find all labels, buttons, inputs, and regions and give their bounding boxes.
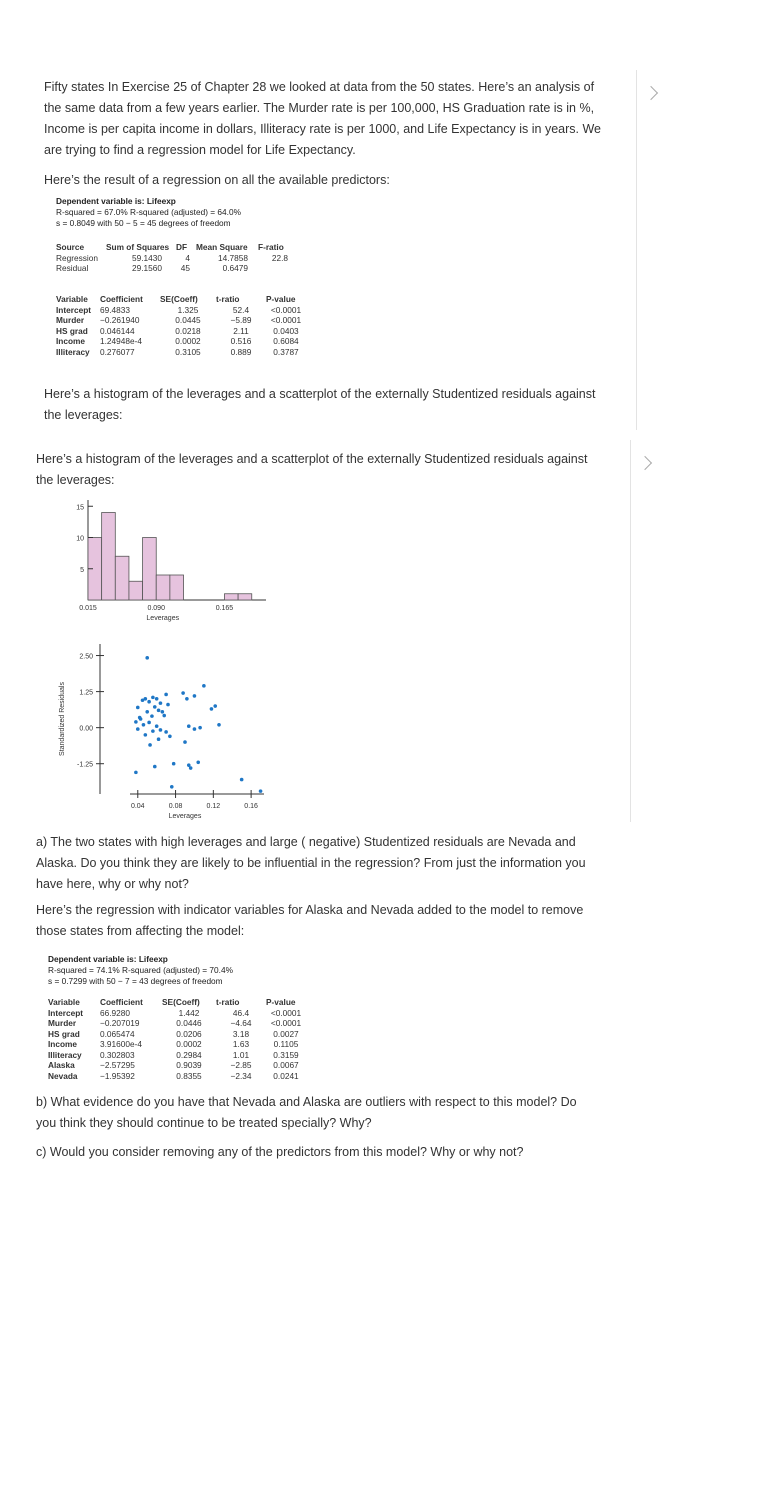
histogram-bar <box>224 594 238 600</box>
variable-name: HS grad <box>48 1028 80 1039</box>
question-b: b) What evidence do you have that Nevada and Alaska are outliers with respect to this model? Do you think they should continue to be treated specially? Why? <box>36 1095 577 1130</box>
table-row <box>56 336 306 347</box>
table-cell: 1.442 <box>178 1007 200 1018</box>
table-row <box>48 1018 306 1029</box>
coef-header: Coefficient <box>100 997 143 1007</box>
variable-name: Intercept <box>56 304 92 315</box>
scatter-point <box>136 706 140 710</box>
table-row <box>48 1008 306 1019</box>
chevron-right-icon[interactable] <box>638 456 652 470</box>
y-tick-label: 5 <box>80 566 84 574</box>
variable-name: Illiteracy <box>48 1049 82 1060</box>
histogram-bar <box>143 538 157 601</box>
scatter-point <box>162 714 166 718</box>
scatter-point <box>161 710 165 714</box>
anova-cell <box>258 263 292 274</box>
table-row <box>48 1039 306 1050</box>
table-cell: 0.0206 <box>176 1028 202 1039</box>
scatter-point <box>193 694 197 698</box>
scatter-point <box>185 697 189 701</box>
variable-name: Murder <box>48 1018 77 1028</box>
scatter-point <box>183 740 187 744</box>
histogram-intro-2: Here’s a histogram of the leverages and a scatterplot of the externally Studentized residuals against the leverages: <box>36 452 588 487</box>
table-cell: 0.0002 <box>175 336 201 346</box>
anova-header: Sum of Squares <box>106 242 170 252</box>
anova-cell: Regression <box>56 252 98 263</box>
scatter-point <box>196 760 200 764</box>
regression-output-2 <box>48 954 348 987</box>
table-cell: <0.0001 <box>270 1018 302 1028</box>
scatter-point <box>144 733 148 737</box>
histogram-bar <box>102 513 116 601</box>
scatter-point <box>139 717 143 721</box>
table-cell: 0.302803 <box>100 1049 135 1060</box>
coef-header: P-value <box>266 997 296 1007</box>
anova-cell: 14.7858 <box>218 252 248 263</box>
anova-cell: 0.6479 <box>222 263 248 273</box>
table-row <box>56 315 306 326</box>
variable-name: Income <box>48 1039 78 1049</box>
table-cell: 0.3105 <box>175 346 201 357</box>
table-cell: 0.0241 <box>273 1070 299 1081</box>
regression-output-1 <box>56 196 356 229</box>
scatter-point <box>159 728 163 732</box>
anova-header: Mean Square <box>196 242 248 252</box>
x-tick-label: 0.090 <box>147 605 165 612</box>
table-cell: −2.57295 <box>100 1060 135 1070</box>
table-cell: <0.0001 <box>270 315 302 325</box>
x-axis-label: Leverages <box>168 813 202 820</box>
coefficient-table-1 <box>56 294 306 357</box>
scatter-point <box>181 691 185 695</box>
dependent-variable: Dependent variable is: Lifeexp <box>48 954 168 964</box>
table-cell: 0.0445 <box>175 315 201 325</box>
r-squared-line: R-squared = 67.0% R-squared (adjusted) = 64.0% <box>56 207 241 217</box>
table-row <box>56 326 306 337</box>
question-panel-1 <box>36 70 637 430</box>
scatter-point <box>259 789 263 793</box>
table-cell: 1.325 <box>177 304 199 315</box>
table-cell: −1.95392 <box>100 1070 135 1081</box>
table-cell: 52.4 <box>232 304 250 315</box>
anova-header: F-ratio <box>258 242 284 252</box>
table-cell: 0.0027 <box>273 1028 299 1039</box>
table-row <box>48 1060 306 1071</box>
scatter-point <box>147 700 151 704</box>
anova-cell: 4 <box>185 252 190 263</box>
scatter-point <box>134 720 138 724</box>
table-cell: 1.24948e-4 <box>100 336 142 346</box>
table-cell: 0.046144 <box>100 325 135 336</box>
y-tick-label: 15 <box>76 504 84 512</box>
scatter-point <box>153 765 157 769</box>
table-cell: 46.4 <box>232 1007 250 1018</box>
coef-header: P-value <box>266 294 296 304</box>
scatter-point <box>145 710 149 714</box>
scatter-point <box>142 723 146 727</box>
anova-header: Source <box>56 242 85 252</box>
table-cell: 0.8355 <box>176 1070 202 1081</box>
histogram-intro-1: Here’s a histogram of the leverages and a scatterplot of the externally Studentized residuals against the leverages: <box>44 387 596 422</box>
scatter-point <box>202 684 206 688</box>
scatter-point <box>136 727 140 731</box>
x-tick-label: 0.04 <box>130 803 145 810</box>
scatter-point <box>187 724 191 728</box>
table-row <box>48 1071 306 1082</box>
histogram-bar <box>238 594 252 600</box>
x-tick-label: 0.08 <box>168 803 183 810</box>
x-tick-label: 0.165 <box>215 605 234 612</box>
coef-header: Coefficient <box>100 294 143 304</box>
scatter-point <box>157 737 161 741</box>
table-cell: 0.065474 <box>100 1028 135 1039</box>
table-cell: 0.3787 <box>273 346 299 357</box>
coefficient-table-2 <box>48 997 306 1081</box>
table-cell: 0.1105 <box>273 1039 299 1049</box>
scatter-point <box>240 778 244 782</box>
anova-header: DF <box>176 242 188 252</box>
table-cell: 0.889 <box>230 346 252 357</box>
table-cell: 0.9039 <box>176 1060 202 1070</box>
anova-header-row <box>56 242 292 253</box>
question-c: c) Would you consider removing any of the predictors from this model? Why or why not? <box>36 1145 524 1159</box>
table-cell: 0.6084 <box>273 336 299 346</box>
x-axis-label: Leverages <box>146 615 180 622</box>
scatter-point <box>144 697 148 701</box>
table-cell: −0.261940 <box>100 315 140 325</box>
table-cell: 3.18 <box>232 1028 250 1039</box>
scatter-point <box>155 697 159 701</box>
table-cell: −4.64 <box>230 1018 252 1028</box>
s-line: s = 0.7299 with 50 − 7 = 43 degrees of freedom <box>48 976 223 986</box>
scatter-point <box>153 705 157 709</box>
y-tick-label: 2.50 <box>79 653 93 661</box>
scatter-point <box>164 730 168 734</box>
variable-name: Nevada <box>48 1070 78 1081</box>
intro-paragraph: Fifty states In Exercise 25 of Chapter 28 we looked at data from the 50 states. Here’s an analysis of the same data from a few years earlier. The Murder rate is per 100,000, HS Graduation rate is in %, Income is per capita income in dollars, Illiteracy rate is per 1000, and Life Expectancy is in years. We are trying to find a regression model for Life Expectancy. <box>44 80 601 157</box>
histogram-bar <box>156 575 170 600</box>
r-squared-line: R-squared = 74.1% R-squared (adjusted) = 70.4% <box>48 965 233 975</box>
table-cell: <0.0001 <box>270 304 302 315</box>
table-cell: 2.11 <box>233 325 249 336</box>
table-cell: −2.85 <box>230 1060 252 1070</box>
y-tick-label: 10 <box>76 535 84 543</box>
anova-cell: 45 <box>180 263 190 273</box>
histogram-bar <box>170 575 184 600</box>
histogram-bar <box>115 556 129 600</box>
question-panel-2 <box>28 440 631 822</box>
scatter-point <box>166 703 170 707</box>
scatter-point <box>134 771 138 775</box>
table-cell: 0.0218 <box>175 325 201 336</box>
scatter-point <box>155 724 159 728</box>
anova-cell: 29.1560 <box>132 263 162 273</box>
table-cell: −0.207019 <box>100 1018 140 1028</box>
scatter-point <box>213 704 217 708</box>
scatter-point <box>151 729 155 733</box>
leverage-histogram <box>58 494 278 624</box>
variable-name: Intercept <box>48 1007 84 1018</box>
y-axis-label: Standardized Residuals <box>59 682 66 756</box>
x-tick-label: 0.12 <box>206 803 221 810</box>
scatter-point <box>157 709 161 713</box>
scatter-point <box>164 693 168 697</box>
table-row <box>56 347 306 358</box>
table-cell: 0.0403 <box>273 325 299 336</box>
variable-name: HS grad <box>56 325 88 336</box>
coef-header: Variable <box>56 294 88 304</box>
scatter-point <box>172 762 176 766</box>
scatter-point <box>217 723 221 727</box>
coef-header-row <box>56 294 306 305</box>
coef-header: t-ratio <box>216 997 240 1007</box>
table-cell: 0.516 <box>230 336 252 346</box>
scatter-point <box>145 656 149 660</box>
coef-header: SE(Coeff) <box>162 997 200 1007</box>
table-cell: −2.34 <box>230 1070 252 1081</box>
table-cell: 0.3159 <box>273 1049 299 1060</box>
variable-name: Income <box>56 336 86 346</box>
x-tick-label: 0.16 <box>244 803 258 810</box>
anova-row <box>56 253 292 264</box>
indicator-intro: Here’s the regression with indicator variables for Alaska and Nevada added to the model to remove those states from affecting the model: <box>36 903 584 938</box>
coef-header: Variable <box>48 997 80 1007</box>
table-cell: 0.0067 <box>273 1060 299 1070</box>
table-row <box>56 305 306 316</box>
s-line: s = 0.8049 with 50 − 5 = 45 degrees of freedom <box>56 218 231 228</box>
question-a: a) The two states with high leverages and large ( negative) Studentized residuals are Nevada and Alaska. Do you think they are likely to be influential in the regression? From just the information you have here, why or why not? <box>36 835 586 891</box>
residual-scatterplot <box>52 628 282 838</box>
chevron-right-icon[interactable] <box>644 86 658 100</box>
table-cell: −5.89 <box>230 315 252 325</box>
variable-name: Murder <box>56 315 85 325</box>
dependent-variable: Dependent variable is: Lifeexp <box>56 196 176 206</box>
table-cell: 69.4833 <box>100 304 130 315</box>
scatter-point <box>151 696 155 700</box>
variable-name: Alaska <box>48 1060 75 1070</box>
x-tick-label: 0.015 <box>79 605 97 612</box>
table-cell: 1.63 <box>232 1039 250 1049</box>
anova-cell: Residual <box>56 263 89 273</box>
histogram-bar <box>129 581 143 600</box>
table-cell: <0.0001 <box>270 1007 302 1018</box>
scatter-point <box>168 735 172 739</box>
scatter-point <box>193 727 197 731</box>
coef-header: SE(Coeff) <box>160 294 198 304</box>
scatter-point <box>147 721 151 725</box>
intro-regression-label: Here’s the result of a regression on all the available predictors: <box>44 173 390 187</box>
scatter-point <box>159 701 163 705</box>
coef-header: t-ratio <box>216 294 240 304</box>
table-cell: 3.91600e-4 <box>100 1039 142 1049</box>
scatter-point <box>198 726 202 730</box>
table-cell: 1.01 <box>232 1049 250 1060</box>
table-row <box>48 1050 306 1061</box>
coef-header-row <box>48 997 306 1008</box>
scatter-point <box>148 743 152 747</box>
scatter-point <box>150 714 154 718</box>
anova-cell: 22.8 <box>271 252 288 263</box>
y-tick-label: 1.25 <box>79 689 93 697</box>
scatter-point <box>170 785 174 789</box>
table-cell: 0.2984 <box>176 1049 202 1060</box>
table-cell: 0.276077 <box>100 346 135 357</box>
table-cell: 0.0002 <box>176 1039 202 1049</box>
anova-table-1 <box>56 242 292 274</box>
anova-cell: 59.1430 <box>132 252 162 263</box>
anova-row <box>56 263 292 274</box>
table-cell: 66.9280 <box>100 1007 130 1018</box>
scatter-point <box>210 707 214 711</box>
table-row <box>48 1029 306 1040</box>
y-tick-label: 0.00 <box>79 725 93 733</box>
variable-name: Illiteracy <box>56 346 90 357</box>
table-cell: 0.0446 <box>176 1018 202 1028</box>
y-tick-label: -1.25 <box>77 761 93 769</box>
scatter-point <box>189 766 193 770</box>
